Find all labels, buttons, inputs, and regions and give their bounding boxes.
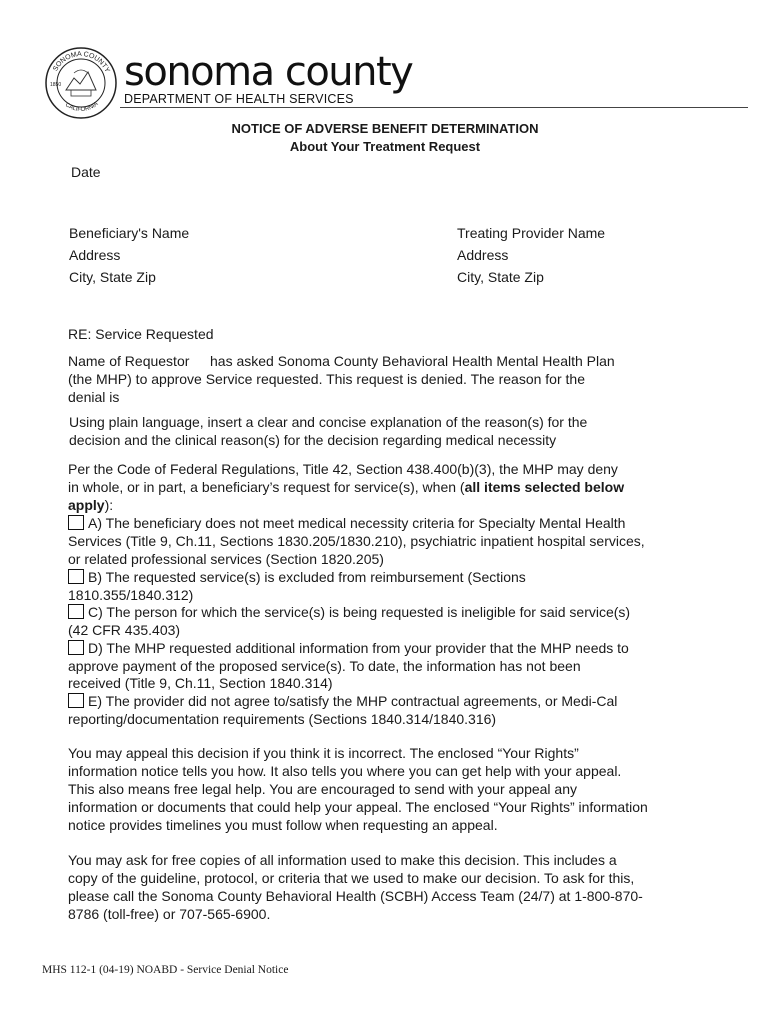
header-divider [120, 107, 748, 108]
reason-b-text: B) The requested service(s) is excluded from reimbursement (Sections [88, 569, 526, 585]
reason-e-line: reporting/documentation requirements (Sections 1840.314/1840.316) [68, 711, 497, 727]
reason-c [68, 603, 630, 621]
service-requested-field[interactable]: RE: Service Requested [68, 326, 214, 342]
appeal-line: notice provides timelines you must follow when requesting an appeal. [68, 817, 498, 833]
county-seal-logo [44, 46, 118, 120]
cfr-intro-line: Per the Code of Federal Regulations, Title 42, Section 438.400(b)(3), the MHP may deny [68, 461, 618, 477]
beneficiary-address-field[interactable]: Address [69, 247, 121, 263]
reason-e-checkbox[interactable] [68, 693, 84, 708]
brand-wordmark: sonoma county [124, 49, 413, 95]
reason-b-line: 1810.355/1840.312) [68, 587, 194, 603]
reason-b [68, 568, 526, 586]
cfr-bold-text: apply [68, 497, 105, 513]
denial-explanation-field[interactable]: decision and the clinical reason(s) for the decision regarding medical necessity [69, 432, 557, 448]
cfr-intro-text: in whole, or in part, a beneficiary’s request for service(s), when ( [68, 479, 465, 495]
reason-a-checkbox[interactable] [68, 515, 84, 530]
reason-d [68, 639, 629, 657]
reason-c-text: C) The person for which the service(s) is being requested is ineligible for said service(s) [88, 604, 631, 620]
appeal-line: information notice tells you how. It also tells you where you can get help with your appeal. [68, 763, 622, 779]
request-line: denial is [68, 389, 120, 405]
reason-a [68, 514, 625, 532]
cfr-intro-line [68, 478, 624, 496]
copies-line: 8786 (toll-free) or 707-565-6900. [68, 906, 271, 922]
denial-explanation-field[interactable]: Using plain language, insert a clear and concise explanation of the reason(s) for the [69, 414, 588, 430]
copies-line: please call the Sonoma County Behavioral Health (SCBH) Access Team (24/7) at 1-800-870- [68, 888, 643, 904]
reason-a-text: A) The beneficiary does not meet medical necessity criteria for Specialty Mental Health [88, 515, 626, 531]
cfr-tail-text: ): [104, 497, 114, 513]
appeal-line: This also means free legal help. You are encouraged to send with your appeal any [68, 781, 578, 797]
copies-line: You may ask for free copies of all information used to make this decision. This includes a [68, 852, 617, 868]
cfr-bold-text: all items selected below [464, 479, 625, 495]
beneficiary-city-field[interactable]: City, State Zip [69, 269, 156, 285]
reason-a-line: Services (Title 9, Ch.11, Sections 1830.205/1830.210), psychiatric inpatient hospital services, [68, 533, 645, 549]
seal-year: 1850 [50, 82, 62, 88]
reason-d-line: approve payment of the proposed service(s). To date, the information has not been [68, 658, 581, 674]
copies-line: copy of the guideline, protocol, or criteria that we used to make our decision. To ask for this, [68, 870, 635, 886]
reason-d-text: D) The MHP requested additional information from your provider that the MHP needs to [88, 640, 629, 656]
provider-name-field[interactable]: Treating Provider Name [457, 225, 606, 241]
request-line: (the MHP) to approve Service requested. This request is denied. The reason for the [68, 371, 585, 387]
reason-c-checkbox[interactable] [68, 604, 84, 619]
reason-c-line: (42 CFR 435.403) [68, 622, 181, 638]
provider-address-field[interactable]: Address [457, 247, 509, 263]
date-field[interactable]: Date [71, 164, 101, 180]
provider-city-field[interactable]: City, State Zip [457, 269, 544, 285]
request-line: has asked Sonoma County Behavioral Health Mental Health Plan [210, 353, 615, 369]
requestor-name-field[interactable]: Name of Requestor [68, 353, 190, 369]
form-footer-id: MHS 112-1 (04-19) NOABD - Service Denial Notice [42, 964, 289, 976]
reason-a-line: or related professional services (Section 1820.205) [68, 551, 384, 567]
appeal-line: You may appeal this decision if you think it is incorrect. The enclosed “Your Rights” [68, 745, 579, 761]
document-subtitle: About Your Treatment Request [289, 139, 481, 154]
reason-e [68, 692, 617, 710]
cfr-intro-line [68, 496, 113, 514]
document-title: NOTICE OF ADVERSE BENEFIT DETERMINATION [231, 121, 539, 136]
reason-d-checkbox[interactable] [68, 640, 84, 655]
department-name: DEPARTMENT OF HEALTH SERVICES [124, 92, 354, 106]
seal-top-text: SONOMA COUNTY [52, 50, 111, 74]
reason-b-checkbox[interactable] [68, 569, 84, 584]
reason-d-line: received (Title 9, Ch.11, Section 1840.314) [68, 675, 333, 691]
seal-bottom-text: CALIFORNIA [63, 101, 100, 114]
beneficiary-name-field[interactable]: Beneficiary's Name [69, 225, 190, 241]
appeal-line: information or documents that could help your appeal. The enclosed “Your Rights” information [68, 799, 648, 815]
reason-e-text: E) The provider did not agree to/satisfy the MHP contractual agreements, or Medi-Cal [88, 693, 618, 709]
